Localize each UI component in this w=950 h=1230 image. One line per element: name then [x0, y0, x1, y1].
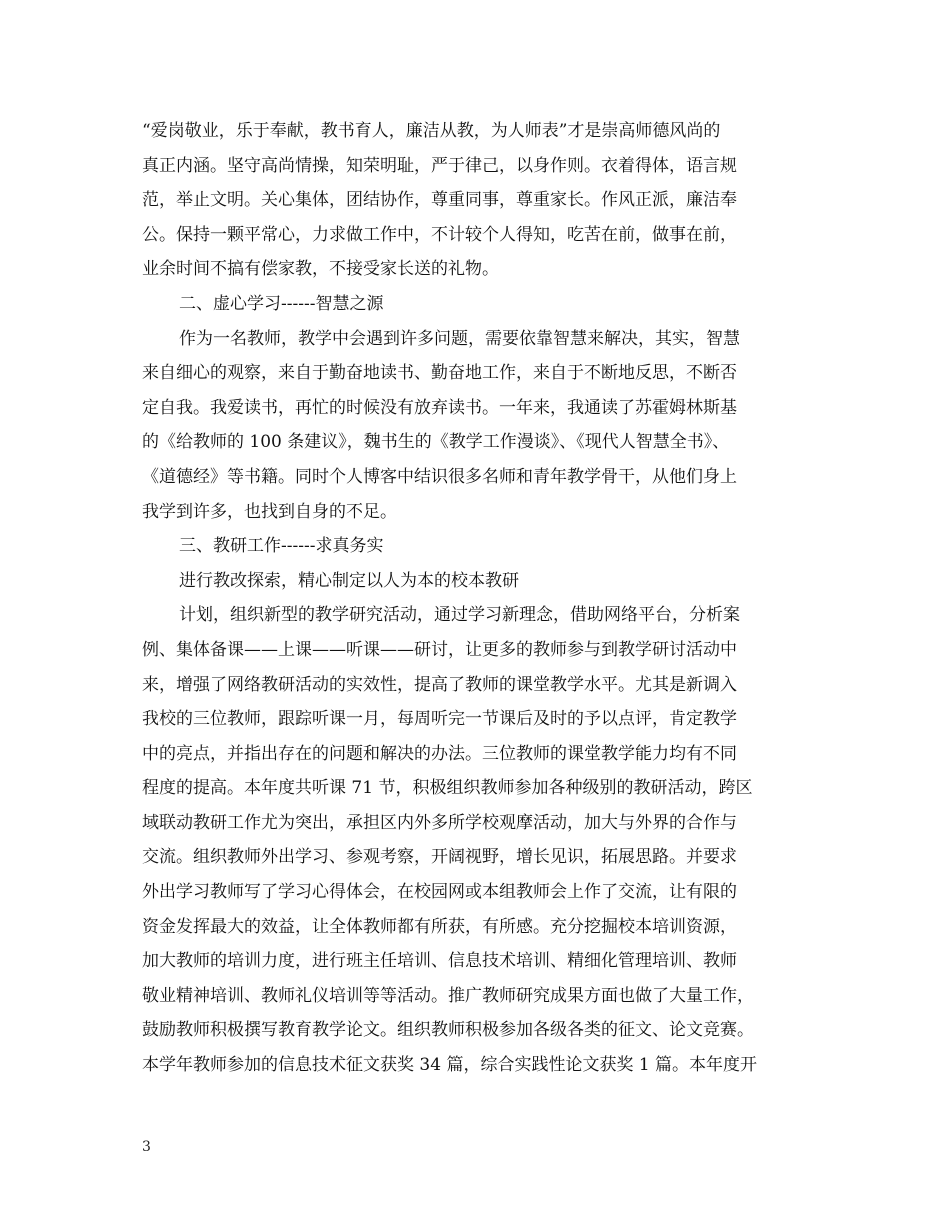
text-line: 域联动教研工作尤为突出，承担区内外多所学校观摩活动，加大与外界的合作与 [142, 812, 737, 833]
text-line: 的《给教师的 100 条建议》，魏书生的《教学工作漫谈》、《现代人智慧全书》、 [142, 432, 730, 453]
text-line: 进行教改探索，精心制定以人为本的校本教研 [179, 570, 519, 591]
text-line: 程度的提高。本年度共听课 71 节，积极组织教师参加各种级别的教研活动，跨区 [142, 778, 753, 799]
text-line: 本学年教师参加的信息技术征文获奖 34 篇，综合实践性论文获奖 1 篇。本年度开 [142, 1055, 758, 1076]
text-line: 公。保持一颗平常心，力求做工作中，不计较个人得知，吃苦在前，做事在前， [142, 224, 737, 245]
text-line: 加大教师的培训力度，进行班主任培训、信息技术培训、精细化管理培训、教师 [142, 951, 737, 972]
text-line: 作为一名教师，教学中会遇到许多问题，需要依靠智慧来解决，其实，智慧 [179, 328, 740, 349]
text-line: 真正内涵。坚守高尚情操，知荣明耻，严于律己，以身作则。衣着得体，语言规 [142, 155, 737, 176]
text-line: 《道德经》等书籍。同时个人博客中结识很多名师和青年教学骨干，从他们身上 [142, 466, 737, 487]
text-line: 外出学习教师写了学习心得体会，在校园网或本组教师会上作了交流，让有限的 [142, 882, 737, 903]
text-line: 三、教研工作------求真务实 [179, 536, 384, 557]
text-line: 例、集体备课——上课——听课——研讨，让更多的教师参与到教学研讨活动中 [142, 639, 737, 660]
text-line: 计划，组织新型的教学研究活动，通过学习新理念，借助网络平台，分析案 [179, 605, 740, 626]
text-line: 鼓励教师积极撰写教育教学论文。组织教师积极参加各级各类的征文、论文竞赛。 [142, 1020, 754, 1041]
text-line: 资金发挥最大的效益，让全体教师都有所获，有所感。充分挖掘校本培训资源， [142, 916, 737, 937]
text-line: 来，增强了网络教研活动的实效性，提高了教师的课堂教学水平。尤其是新调入 [142, 674, 737, 695]
text-line: “爱岗敬业，乐于奉献，教书育人，廉洁从教，为人师表”才是崇高师德风尚的 [142, 121, 721, 141]
text-line: 范，举止文明。关心集体，团结协作，尊重同事，尊重家长。作风正派，廉洁奉 [142, 190, 737, 211]
text-line: 中的亮点，并指出存在的问题和解决的办法。三位教师的课堂教学能力均有不同 [142, 743, 737, 764]
text-line: 来自细心的观察，来自于勤奋地读书、勤奋地工作，来自于不断地反思，不断否 [142, 363, 737, 384]
text-line: 交流。组织教师外出学习、参观考察，开阔视野，增长见识，拓展思路。并要求 [142, 847, 737, 868]
text-line: 业余时间不搞有偿家教，不接受家长送的礼物。 [142, 259, 499, 280]
text-line: 敬业精神培训、教师礼仪培训等等活动。推广教师研究成果方面也做了大量工作， [142, 985, 754, 1006]
body-text [142, 114, 832, 1083]
page-number: 3 [142, 1139, 151, 1155]
text-line: 二、虚心学习------智慧之源 [179, 293, 384, 314]
text-line: 我学到许多，也找到自身的不足。 [142, 501, 397, 522]
text-line: 定自我。我爱读书，再忙的时候没有放弃读书。一年来，我通读了苏霍姆林斯基 [142, 397, 737, 418]
text-line: 我校的三位教师，跟踪听课一月，每周听完一节课后及时的予以点评，肯定教学 [142, 709, 737, 730]
